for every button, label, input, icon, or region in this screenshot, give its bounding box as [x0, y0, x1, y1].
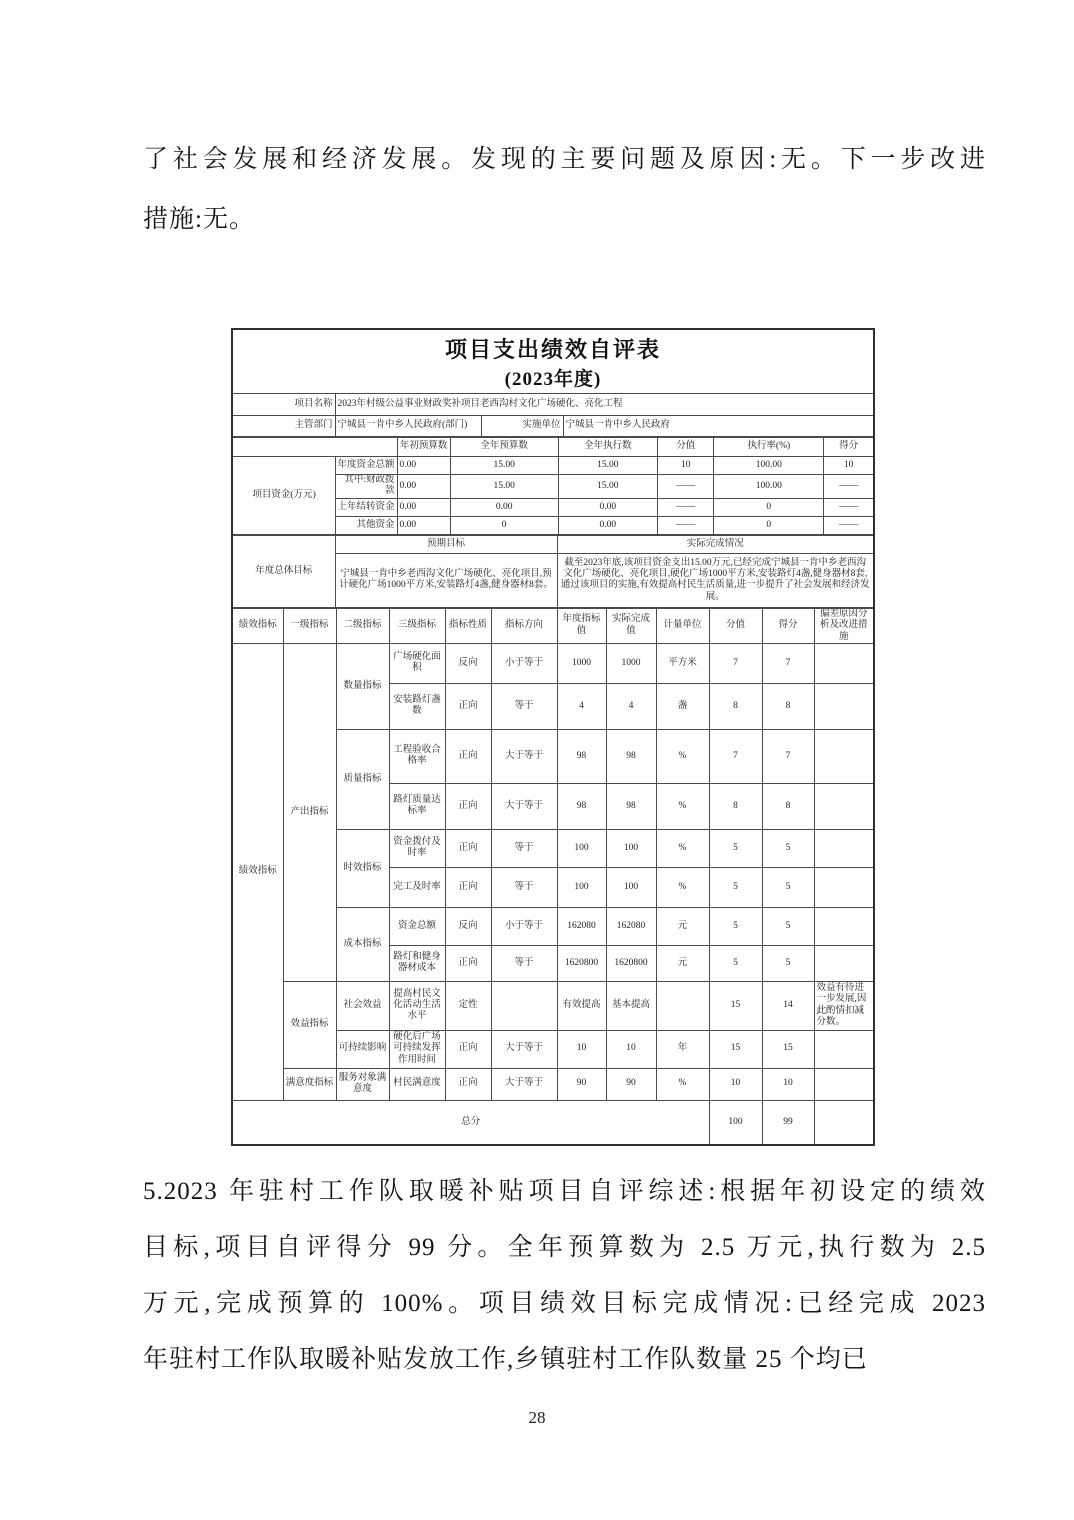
indicator-actual-cell: 98 [606, 729, 656, 783]
table-row [233, 981, 873, 1030]
paragraph-bottom [143, 1164, 986, 1388]
indicator-col-header: 二级指标 [336, 608, 389, 643]
indicator-name-cell: 硬化后广场可持续发挥作用时间 [389, 1030, 445, 1068]
table-row [233, 608, 873, 643]
indicator-points-cell: 15 [709, 981, 762, 1030]
budget-col-header: 全年预算数 [450, 438, 558, 457]
performance-self-evaluation-table [231, 328, 875, 1146]
budget-cell: —— [824, 475, 873, 499]
indicator-actual-cell: 100 [606, 867, 656, 907]
indicator-direction-cell: 小于等于 [491, 907, 557, 945]
budget-cell: —— [824, 516, 873, 534]
indicator-col-header: 分值 [709, 608, 762, 643]
indicator-points-cell: 7 [709, 729, 762, 783]
indicator-direction-cell: 小于等于 [491, 643, 557, 683]
indicator-target-cell: 98 [557, 783, 606, 829]
indicator-unit-cell: % [656, 783, 709, 829]
budget-cell: 0.00 [558, 516, 658, 534]
paragraph-bottom-line: 目标,项目自评得分 99 分。全年预算数为 2.5 万元,执行数为 2.5 [143, 1234, 986, 1261]
indicator-score-cell: 10 [762, 1068, 814, 1100]
indicator-name-cell: 路灯质量达标率 [389, 783, 445, 829]
annual-goal-section [233, 535, 873, 608]
level2-indicator-label: 质量指标 [336, 729, 389, 829]
indicator-nature-cell: 正向 [445, 829, 491, 867]
project-name-value: 2023年村级公益事业财政奖补项目老西沟村文化广场硬化、亮化工程 [335, 394, 873, 415]
table-title-block [233, 330, 873, 394]
indicator-unit-cell: 盏 [656, 683, 709, 729]
indicator-score-cell: 7 [762, 643, 814, 683]
budget-row-group-label: 项目资金(万元) [233, 457, 336, 535]
budget-cell: 15.00 [450, 457, 558, 475]
indicator-nature-cell: 正向 [445, 867, 491, 907]
total-deviation [814, 1100, 873, 1144]
indicator-points-cell: 7 [709, 643, 762, 683]
budget-cell: 0.00 [558, 498, 658, 516]
level2-indicator-label: 时效指标 [336, 829, 389, 907]
budget-cell: —— [658, 516, 714, 534]
table-row [233, 457, 873, 475]
table-title: 项目支出绩效自评表 [444, 337, 661, 362]
indicator-nature-cell: 正向 [445, 729, 491, 783]
expected-goal-header: 预期目标 [335, 535, 557, 553]
indicator-name-cell: 完工及时率 [389, 867, 445, 907]
indicator-unit-cell: % [656, 1068, 709, 1100]
indicator-col-header: 绩效指标 [233, 608, 283, 643]
table-row [233, 1068, 873, 1100]
budget-col-header: 得分 [824, 438, 873, 457]
indicator-unit-cell: 元 [656, 907, 709, 945]
budget-cell: 0 [714, 516, 824, 534]
indicator-unit-cell [656, 981, 709, 1030]
indicator-deviation-cell [814, 783, 873, 829]
indicator-name-cell: 村民满意度 [389, 1068, 445, 1100]
page-number: 28 [528, 1408, 546, 1427]
actual-completion-text: 截至2023年底,该项目资金支出15.00万元,已经完成宁城县一肯中乡老西沟文化广场硬化、亮化项目,硬化广场1000平方米,安装路灯4盏,健身器材8套,通过该项目的实施,有效提高村民生活质量,进一步提升了社会发展和经济发展。 [557, 553, 873, 607]
indicator-target-cell: 有效提高 [557, 981, 606, 1030]
indicator-direction-cell: 大于等于 [491, 783, 557, 829]
total-points: 100 [709, 1100, 762, 1144]
indicator-deviation-cell [814, 907, 873, 945]
budget-cell: 15.00 [558, 475, 658, 499]
indicator-deviation-cell [814, 1030, 873, 1068]
indicator-col-header: 一级指标 [283, 608, 336, 643]
indicator-actual-cell: 4 [606, 683, 656, 729]
level2-indicator-label: 服务对象满意度 [336, 1068, 389, 1100]
paragraph-top-line: 了社会发展和经济发展。发现的主要问题及原因:无。下一步改进 [143, 146, 986, 173]
indicator-nature-cell: 正向 [445, 683, 491, 729]
indicator-name-cell: 资金拨付及时率 [389, 829, 445, 867]
budget-col-header: 执行率(%) [714, 438, 824, 457]
dept-value: 宁城县一肯中乡人民政府(部门) [335, 416, 481, 437]
indicator-name-cell: 路灯和健身器材成本 [389, 945, 445, 981]
level2-indicator-label: 社会效益 [336, 981, 389, 1030]
budget-row-label: 其他资金 [336, 516, 397, 534]
indicator-score-cell: 5 [762, 829, 814, 867]
indicator-name-cell: 安装路灯盏数 [389, 683, 445, 729]
indicator-unit-cell: % [656, 867, 709, 907]
budget-cell: 100.00 [714, 475, 824, 499]
indicator-points-cell: 8 [709, 783, 762, 829]
indicator-actual-cell: 1620800 [606, 945, 656, 981]
indicator-target-cell: 4 [557, 683, 606, 729]
budget-cell: 0.00 [397, 475, 450, 499]
indicator-nature-cell: 正向 [445, 945, 491, 981]
paragraph-top-line: 措施:无。 [143, 206, 255, 233]
indicator-direction-cell: 等于 [491, 829, 557, 867]
level2-indicator-label: 成本指标 [336, 907, 389, 981]
indicator-actual-cell: 1000 [606, 643, 656, 683]
table-row [233, 643, 873, 683]
indicator-target-cell: 100 [557, 829, 606, 867]
indicator-deviation-cell [814, 1068, 873, 1100]
indicator-category-label: 绩效指标 [233, 643, 283, 1100]
indicator-target-cell: 90 [557, 1068, 606, 1100]
budget-cell: 10 [658, 457, 714, 475]
indicator-unit-cell: 元 [656, 945, 709, 981]
budget-cell: 0.00 [397, 498, 450, 516]
indicator-col-header: 三级指标 [389, 608, 445, 643]
indicator-direction-cell: 等于 [491, 945, 557, 981]
department-row [233, 416, 873, 438]
level1-indicator-label: 满意度指标 [283, 1068, 336, 1100]
budget-table [233, 437, 873, 535]
indicator-nature-cell: 正向 [445, 783, 491, 829]
indicator-direction-cell [491, 981, 557, 1030]
indicator-deviation-cell [814, 867, 873, 907]
indicator-nature-cell: 正向 [445, 1030, 491, 1068]
indicator-direction-cell: 大于等于 [491, 1068, 557, 1100]
budget-cell: 0 [450, 516, 558, 534]
expected-goal-text: 宁城县一肯中乡老西沟文化广场硬化、亮化项目,预计硬化广场1000平方米,安装路灯4盏,健身器材8套。 [335, 553, 557, 607]
annual-goal-label: 年度总体目标 [233, 535, 335, 607]
indicator-name-cell: 广场硬化面积 [389, 643, 445, 683]
budget-cell: —— [658, 498, 714, 516]
budget-col-header: 全年执行数 [558, 438, 658, 457]
project-name-row [233, 394, 873, 416]
indicator-deviation-cell [814, 683, 873, 729]
indicator-nature-cell: 正向 [445, 1068, 491, 1100]
indicator-target-cell: 1620800 [557, 945, 606, 981]
indicator-name-cell: 资金总额 [389, 907, 445, 945]
table-row [233, 1100, 873, 1144]
budget-cell: 0.00 [397, 516, 450, 534]
indicator-score-cell: 8 [762, 783, 814, 829]
project-name-label: 项目名称 [233, 394, 335, 415]
indicator-points-cell: 15 [709, 1030, 762, 1068]
indicator-target-cell: 162080 [557, 907, 606, 945]
paragraph-top [143, 130, 986, 250]
paragraph-bottom-line: 5.2023 年驻村工作队取暖补贴项目自评综述:根据年初设定的绩效 [143, 1178, 986, 1205]
indicator-col-header: 实际完成值 [606, 608, 656, 643]
indicator-score-cell: 8 [762, 683, 814, 729]
indicator-col-header: 指标性质 [445, 608, 491, 643]
indicator-score-cell: 5 [762, 867, 814, 907]
indicator-direction-cell: 等于 [491, 867, 557, 907]
paragraph-bottom-line: 年驻村工作队取暖补贴发放工作,乡镇驻村工作队数量 25 个均已 [143, 1346, 868, 1373]
indicator-points-cell: 5 [709, 907, 762, 945]
actual-completion-header: 实际完成情况 [557, 535, 873, 553]
indicator-score-cell: 15 [762, 1030, 814, 1068]
level2-indicator-label: 可持续影响 [336, 1030, 389, 1068]
indicator-target-cell: 1000 [557, 643, 606, 683]
total-label: 总分 [233, 1100, 709, 1144]
indicator-col-header: 年度指标值 [557, 608, 606, 643]
indicator-col-header: 偏差原因分析及改进措施 [814, 608, 873, 643]
budget-cell: —— [824, 498, 873, 516]
budget-cell: 0 [714, 498, 824, 516]
indicator-col-header: 计量单位 [656, 608, 709, 643]
indicator-points-cell: 5 [709, 945, 762, 981]
indicator-actual-cell: 100 [606, 829, 656, 867]
indicator-nature-cell: 定性 [445, 981, 491, 1030]
indicator-direction-cell: 大于等于 [491, 1030, 557, 1068]
indicator-points-cell: 5 [709, 867, 762, 907]
indicator-nature-cell: 反向 [445, 643, 491, 683]
indicator-points-cell: 8 [709, 683, 762, 729]
total-score: 99 [762, 1100, 814, 1144]
indicator-actual-cell: 98 [606, 783, 656, 829]
budget-cell: 0.00 [450, 498, 558, 516]
indicator-deviation-cell: 效益有待进一步发展,因此酌情扣减分数。 [814, 981, 873, 1030]
indicator-points-cell: 5 [709, 829, 762, 867]
indicator-deviation-cell [814, 829, 873, 867]
indicator-score-cell: 5 [762, 907, 814, 945]
table-row [233, 438, 873, 457]
budget-row-label: 年度资金总额 [336, 457, 397, 475]
indicator-name-cell: 工程验收合格率 [389, 729, 445, 783]
indicators-table [233, 608, 873, 1144]
table-subtitle: (2023年度) [504, 369, 602, 390]
indicator-unit-cell: % [656, 829, 709, 867]
budget-row-label: 上年结转资金 [336, 498, 397, 516]
budget-cell: —— [658, 475, 714, 499]
budget-blank-header [233, 438, 397, 457]
level1-indicator-label: 产出指标 [283, 643, 336, 981]
indicator-actual-cell: 基本提高 [606, 981, 656, 1030]
budget-cell: 100.00 [714, 457, 824, 475]
indicator-actual-cell: 10 [606, 1030, 656, 1068]
indicator-target-cell: 98 [557, 729, 606, 783]
indicator-score-cell: 14 [762, 981, 814, 1030]
indicator-name-cell: 提高村民文化活动生活水平 [389, 981, 445, 1030]
budget-cell: 10 [824, 457, 873, 475]
indicator-unit-cell: 平方米 [656, 643, 709, 683]
indicator-target-cell: 100 [557, 867, 606, 907]
budget-cell: 15.00 [558, 457, 658, 475]
indicator-score-cell: 5 [762, 945, 814, 981]
indicator-deviation-cell [814, 643, 873, 683]
indicator-direction-cell: 等于 [491, 683, 557, 729]
indicator-target-cell: 10 [557, 1030, 606, 1068]
indicator-actual-cell: 90 [606, 1068, 656, 1100]
indicator-unit-cell: % [656, 729, 709, 783]
indicator-nature-cell: 反向 [445, 907, 491, 945]
impl-label: 实施单位 [481, 416, 563, 437]
level1-indicator-label: 效益指标 [283, 981, 336, 1068]
indicator-deviation-cell [814, 945, 873, 981]
indicator-unit-cell: 年 [656, 1030, 709, 1068]
indicator-score-cell: 7 [762, 729, 814, 783]
budget-cell: 0.00 [397, 457, 450, 475]
budget-cell: 15.00 [450, 475, 558, 499]
paragraph-bottom-line: 万元,完成预算的 100%。项目绩效目标完成情况:已经完成 2023 [143, 1290, 986, 1317]
indicator-actual-cell: 162080 [606, 907, 656, 945]
indicator-deviation-cell [814, 729, 873, 783]
indicator-direction-cell: 大于等于 [491, 729, 557, 783]
budget-col-header: 分值 [658, 438, 714, 457]
level2-indicator-label: 数量指标 [336, 643, 389, 729]
dept-label: 主管部门 [233, 416, 335, 437]
indicator-points-cell: 10 [709, 1068, 762, 1100]
budget-col-header: 年初预算数 [397, 438, 450, 457]
budget-row-label: 其中:财政拨款 [336, 475, 397, 499]
indicator-col-header: 指标方向 [491, 608, 557, 643]
impl-value: 宁城县一肯中乡人民政府 [563, 416, 873, 437]
indicator-col-header: 得分 [762, 608, 814, 643]
